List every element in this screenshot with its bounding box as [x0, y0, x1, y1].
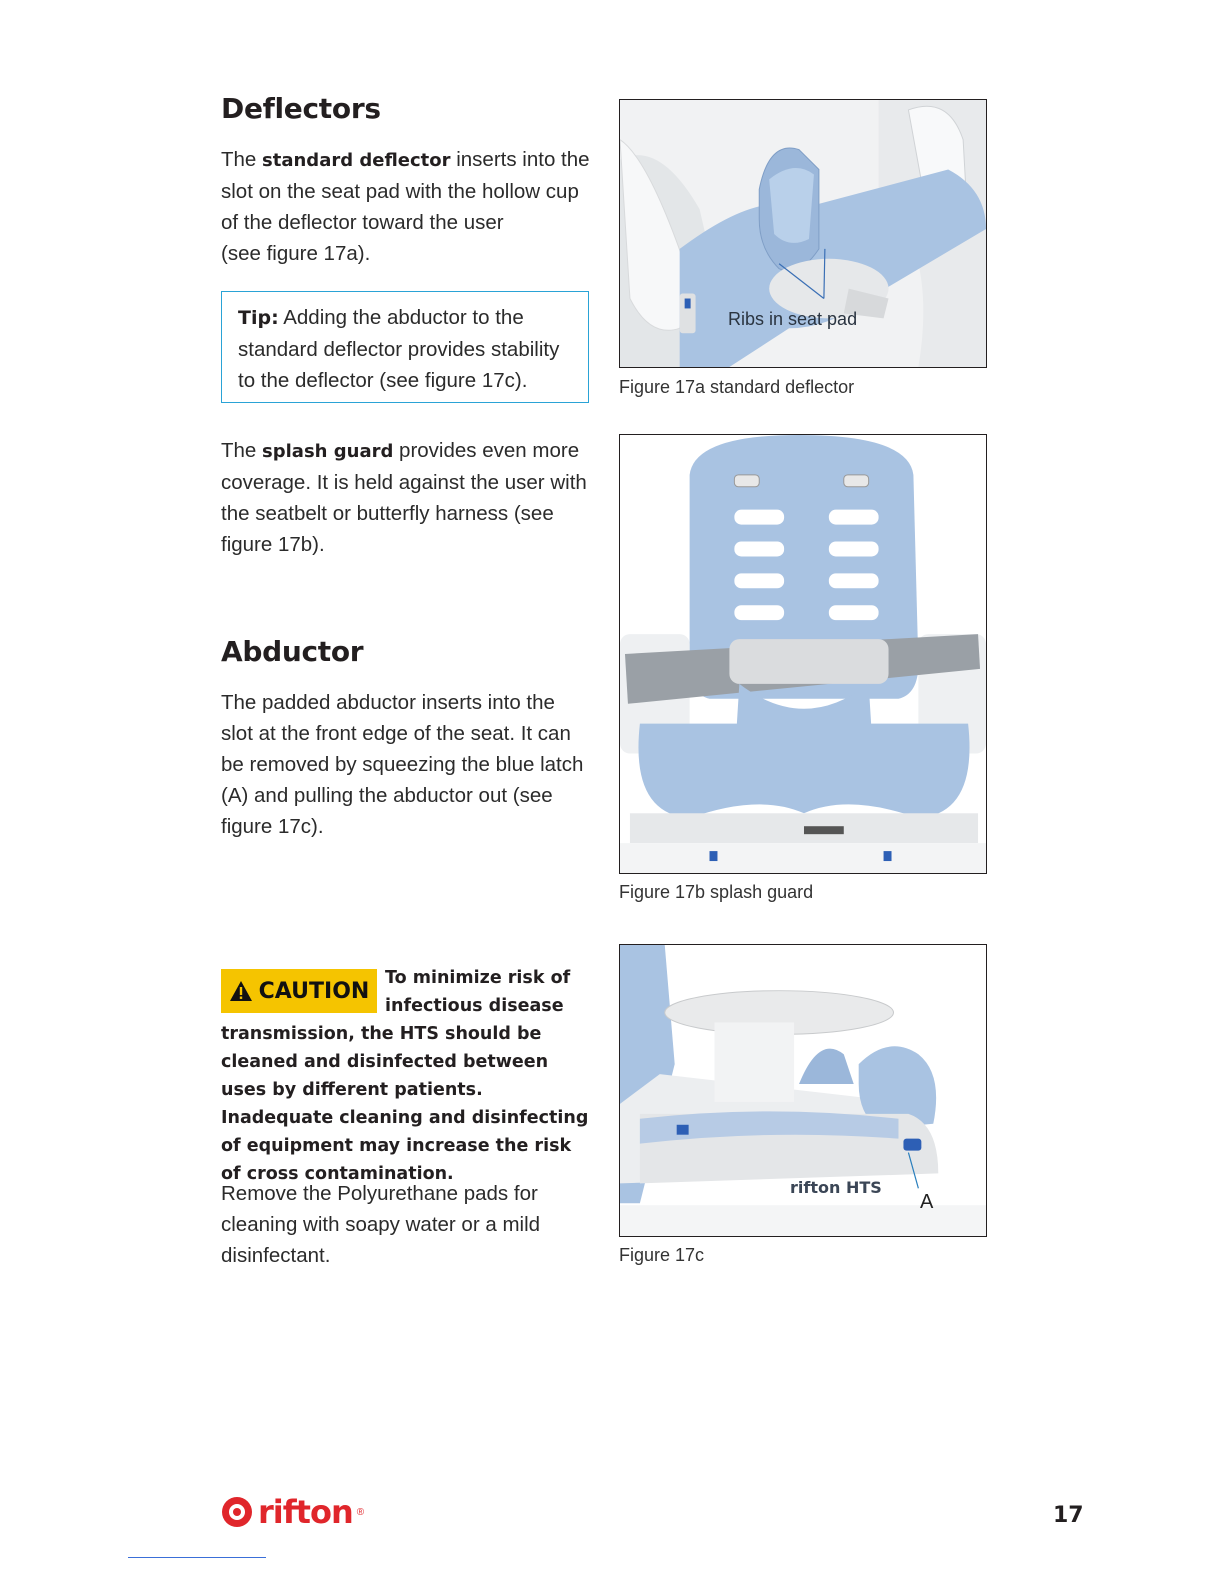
- figure-reference: (see figure 17a).: [221, 242, 371, 265]
- tip-box: [221, 291, 589, 403]
- paragraph-standard-deflector: [221, 144, 591, 269]
- registered-mark: ®: [356, 1506, 365, 1518]
- callout-ribs-in-seat-pad: Ribs in seat pad: [728, 309, 858, 329]
- paragraph-abductor: The padded abductor inserts into the slot at the front edge of the seat. It can be removed by squeezing the blue latch (A) and pulling the abductor out (see figure 17c).: [221, 691, 584, 838]
- section-heading-deflectors: Deflectors: [221, 92, 381, 125]
- caption-figure-17c: Figure 17c: [619, 1245, 705, 1265]
- text-run: provides even more coverage. It is held against the user with the seatbelt or butterfly harness (see figure 17b).: [221, 439, 587, 556]
- tip-text: Adding the abductor to the standard deflector provides stability to the deflector (see figure 17c).: [238, 306, 560, 392]
- figure-17c-image: [619, 944, 987, 1237]
- tip-label: Tip:: [238, 307, 279, 329]
- caption-figure-17a: Figure 17a standard deflector: [619, 377, 855, 397]
- rifton-logo: [220, 1493, 364, 1531]
- link-underline-artifact: [128, 1557, 266, 1558]
- bold-term-splash-guard: splash guard: [262, 441, 394, 462]
- caption-figure-17b: Figure 17b splash guard: [619, 882, 814, 902]
- logo-wordmark: rifton: [258, 1493, 353, 1531]
- brand-label-rifton-hts: rifton HTS: [790, 1178, 882, 1197]
- callout-latch-a: A: [920, 1191, 934, 1213]
- rifton-emblem-icon: [220, 1495, 254, 1529]
- paragraph-cleaning: Remove the Polyurethane pads for cleaning with soapy water or a mild disinfectant.: [221, 1182, 541, 1267]
- figure-17b-image: [619, 434, 987, 874]
- caution-warning-text: [221, 964, 593, 1188]
- text-run: The: [221, 439, 263, 462]
- section-heading-abductor: Abductor: [221, 635, 364, 668]
- text-run: The: [221, 148, 263, 171]
- page-number: 17: [1053, 1503, 1084, 1528]
- caution-label: CAUTION: [258, 978, 370, 1004]
- figure-17a-image: [619, 99, 987, 368]
- bold-term-standard-deflector: standard deflector: [262, 150, 451, 171]
- paragraph-splash-guard: [221, 435, 591, 560]
- caution-warning-body: To minimize risk of infectious disease transmission, the HTS should be cleaned and disinfected between uses by different patients. Inadequate cleaning and disinfecting of equipment may increase the risk of cross contamination.: [221, 968, 589, 1184]
- text-run: inserts into the slot on the seat pad with the hollow cup of the deflector toward the user: [221, 148, 590, 234]
- splash-guard-illustration: [620, 435, 986, 873]
